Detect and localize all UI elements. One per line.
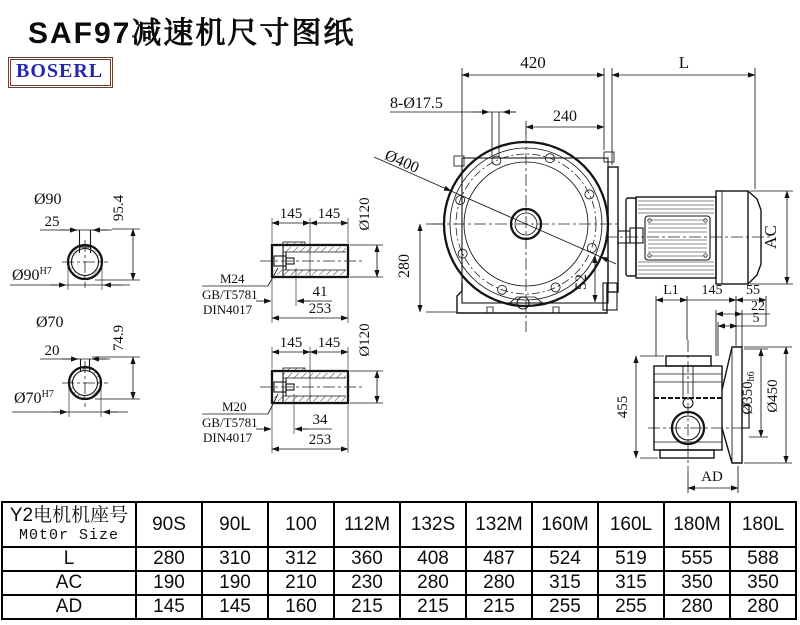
- table-cell: 280: [730, 595, 796, 619]
- col-header-112m: 112M: [334, 502, 400, 547]
- table-cell: 190: [136, 571, 202, 595]
- table-cell: 210: [268, 571, 334, 595]
- col-header-180m: 180M: [664, 502, 730, 547]
- front-center-to-face-label: 240: [553, 108, 577, 125]
- table-cell: 350: [730, 571, 796, 595]
- bore90-fit-sup: H7: [39, 266, 52, 277]
- shaft20-std-gb-label: GB/T5781: [202, 415, 258, 430]
- table-cell: 310: [202, 547, 268, 571]
- shaft24-depth-label: 41: [312, 284, 328, 300]
- table-cell: 145: [136, 595, 202, 619]
- table-cell: 555: [664, 547, 730, 571]
- row-label-ad: AD: [2, 595, 136, 619]
- shaft24-std-din-label: DIN4017: [203, 302, 253, 317]
- bore90-dia-label: Ø90: [34, 191, 62, 208]
- front-motor-length-label: L: [678, 53, 690, 72]
- shaft20-std-din-label: DIN4017: [203, 430, 253, 445]
- front-center-height-label: 280: [396, 254, 413, 278]
- col-header-180l: 180L: [730, 502, 796, 547]
- shaft20-length-label: 253: [308, 432, 332, 448]
- col-header-100: 100: [268, 502, 334, 547]
- side-height-label: 455: [615, 395, 631, 419]
- side-view: [615, 283, 792, 493]
- col-header-132s: 132S: [400, 502, 466, 547]
- table-cell: 524: [532, 547, 598, 571]
- table-header-cn: Y2电机机座号: [9, 504, 129, 526]
- shaft20-depth-label: 34: [312, 412, 328, 428]
- table-cell: 588: [730, 547, 796, 571]
- col-header-132m: 132M: [466, 502, 532, 547]
- table-cell: 230: [334, 571, 400, 595]
- row-label-ac: AC: [2, 571, 136, 595]
- motor-size-table: [1, 501, 797, 620]
- hollow-shaft-detail-top: [202, 197, 383, 323]
- front-width-label: 420: [520, 53, 546, 72]
- table-cell: 145: [202, 595, 268, 619]
- bore70-fit-sup: H7: [41, 389, 54, 400]
- side-55-label: 55: [746, 283, 760, 298]
- table-cell: 315: [532, 571, 598, 595]
- shaft20-dia-label: Ø120: [357, 323, 373, 357]
- shaft24-thread-label: M24: [220, 271, 245, 286]
- brand-logo: BOSERL: [8, 57, 113, 88]
- shaft24-seg-b-label: 145: [317, 206, 341, 222]
- table-cell: 215: [466, 595, 532, 619]
- bore70-fit-base: Ø70: [14, 390, 42, 407]
- table-cell: 215: [334, 595, 400, 619]
- hollow-shaft-detail-bottom: [202, 323, 383, 453]
- table-cell: 160: [268, 595, 334, 619]
- table-cell: 280: [664, 595, 730, 619]
- bore70-height-label: 74.9: [111, 324, 127, 352]
- table-cell: 190: [202, 571, 268, 595]
- table-cell: 280: [400, 571, 466, 595]
- col-header-160m: 160M: [532, 502, 598, 547]
- side-ad-label: AD: [701, 469, 723, 485]
- side-5-label: 5: [752, 311, 760, 326]
- side-l1-label: L1: [663, 283, 679, 298]
- table-row-ac: [2, 571, 796, 595]
- col-header-160l: 160L: [598, 502, 664, 547]
- bore70-dia-label: Ø70: [36, 314, 64, 331]
- front-flange-dia-label: Ø400: [382, 146, 422, 177]
- table-cell: 255: [532, 595, 598, 619]
- bore70-fit-label: [14, 389, 54, 407]
- table-cell: 312: [268, 547, 334, 571]
- shaft20-seg-a-label: 145: [279, 335, 303, 351]
- side-spigot-dia-base: Ø350: [740, 381, 756, 415]
- side-flange-dia-label: Ø450: [765, 379, 781, 413]
- table-header-motor-size: [2, 502, 136, 547]
- col-header-90l: 90L: [202, 502, 268, 547]
- shaft24-seg-a-label: 145: [279, 206, 303, 222]
- bore90-key-label: 25: [44, 214, 60, 230]
- shaft24-std-gb-label: GB/T5781: [202, 287, 258, 302]
- shaft24-dia-label: Ø120: [357, 197, 373, 231]
- front-motor-dia-label: AC: [761, 225, 780, 249]
- table-row-ad: [2, 595, 796, 619]
- table-cell: 350: [664, 571, 730, 595]
- table-cell: 360: [334, 547, 400, 571]
- side-22-label: 22: [751, 299, 765, 314]
- bore-detail-70: [12, 314, 140, 417]
- table-cell: 408: [400, 547, 466, 571]
- shaft20-seg-b-label: 145: [317, 335, 341, 351]
- page-title: SAF97减速机尺寸图纸: [28, 17, 356, 50]
- table-cell: 255: [598, 595, 664, 619]
- side-145-label: 145: [701, 283, 723, 298]
- side-spigot-fit: h6: [746, 371, 757, 382]
- front-bolt-holes-label: 8-Ø17.5: [390, 95, 443, 112]
- table-row-l: [2, 547, 796, 571]
- shaft24-length-label: 253: [308, 301, 332, 317]
- bore-detail-90: [10, 191, 140, 290]
- bore70-key-label: 20: [44, 343, 60, 359]
- bore90-fit-label: [12, 266, 52, 284]
- table-header-row: [2, 502, 796, 547]
- col-header-90s: 90S: [136, 502, 202, 547]
- shaft20-thread-label: M20: [222, 399, 247, 414]
- table-cell: 215: [400, 595, 466, 619]
- table-cell: 519: [598, 547, 664, 571]
- table-header-en: M0t0r Size: [18, 526, 119, 544]
- table-cell: 315: [598, 571, 664, 595]
- front-foot-dim-label: 52: [573, 274, 590, 290]
- table-cell: 280: [466, 571, 532, 595]
- bore90-fit-base: Ø90: [12, 267, 40, 284]
- table-cell: 487: [466, 547, 532, 571]
- table-cell: 280: [136, 547, 202, 571]
- front-view: [374, 53, 793, 332]
- row-label-l: L: [2, 547, 136, 571]
- bore90-height-label: 95.4: [111, 194, 127, 222]
